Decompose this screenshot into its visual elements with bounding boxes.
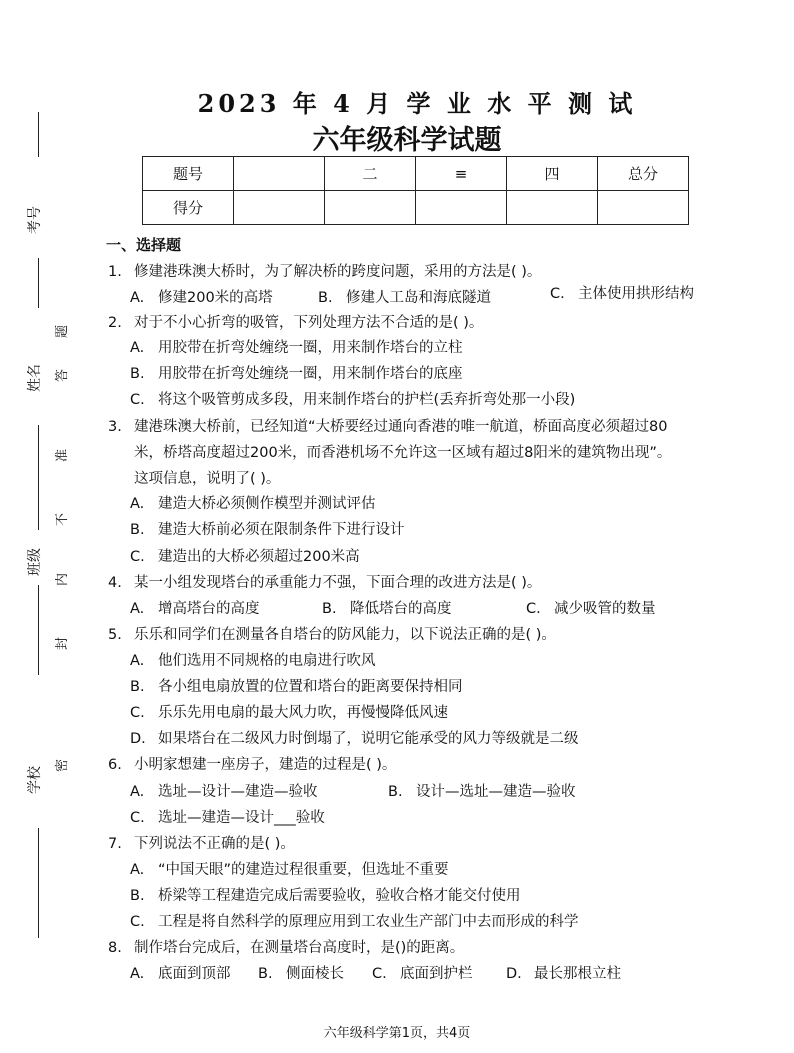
option	[322, 597, 452, 618]
option	[130, 701, 448, 722]
margin-label-name: 姓名	[27, 364, 43, 392]
option-label: D.	[130, 731, 146, 747]
option	[258, 962, 344, 983]
option-text: 主体使用拱形结构	[578, 286, 694, 302]
option-text: 设计—选址—建造—验收	[416, 784, 576, 800]
option	[388, 780, 576, 801]
option-label: B.	[130, 888, 145, 904]
option-label: B.	[130, 366, 145, 382]
question-stem: 小明家想建一座房子，建造的过程是( )。	[134, 757, 397, 773]
option-label: B.	[322, 601, 337, 617]
option-label: C.	[130, 705, 145, 721]
question-stem: 制作塔台完成后，在测量塔台高度时，是()的距离。	[134, 940, 465, 956]
question-stem: 建港珠澳大桥前，已经知道“大桥要经过通向香港的唯一航道，桥面高度必须超过80	[134, 419, 668, 435]
score-cell[interactable]	[507, 191, 598, 225]
question-3	[108, 415, 667, 436]
section-title: 一、选择题	[106, 236, 182, 254]
option-label: C.	[550, 286, 565, 302]
option-text: 建造大桥前必须在限制条件下进行设计	[158, 522, 405, 538]
option-text: 各小组电扇放置的位置和塔台的距离要保持相同	[158, 679, 463, 695]
option	[130, 884, 521, 905]
seal-char: 答	[55, 368, 71, 383]
question-number: 5.	[108, 627, 122, 643]
page-footer: 六年级科学第1页，共4页	[323, 1026, 471, 1041]
score-cell: 总分	[598, 157, 689, 191]
option-text: 乐乐先用电扇的最大风力吹，再慢慢降低风速	[158, 705, 448, 721]
question-number: 3.	[108, 419, 122, 435]
option-label: C.	[372, 966, 387, 982]
question-6	[108, 753, 396, 774]
exam-subtitle: 六年级科学试题	[312, 125, 502, 156]
option-text: 降低塔台的高度	[350, 601, 452, 617]
option	[130, 545, 360, 566]
option	[506, 962, 621, 983]
score-cell: 题号	[143, 157, 234, 191]
option	[130, 727, 579, 748]
seal-char: 密	[55, 758, 71, 773]
option-text: 底面到顶部	[158, 966, 231, 982]
seal-char: 题	[55, 324, 71, 339]
option	[130, 518, 405, 539]
option-text: 最长那根立柱	[534, 966, 621, 982]
option-label: B.	[130, 522, 145, 538]
option	[130, 962, 231, 983]
option-label: C.	[130, 549, 145, 565]
option-label: A.	[130, 340, 145, 356]
margin-label-exam-number: 考号	[27, 206, 43, 234]
question-stem: 某一小组发现塔台的承重能力不强，下面合理的改进方法是( )。	[134, 575, 542, 591]
score-cell: 得分	[143, 191, 234, 225]
option-text: 选址—建造—设计___验收	[158, 810, 325, 826]
option-text: 底面到护栏	[400, 966, 473, 982]
question-stem: 下列说法不正确的是( )。	[134, 836, 295, 852]
option-text: 选址—设计—建造—验收	[158, 784, 318, 800]
score-table-header-row	[143, 157, 689, 191]
option	[130, 910, 579, 931]
score-cell: 二	[325, 157, 416, 191]
question-number: 6.	[108, 757, 122, 773]
question-1	[108, 260, 541, 281]
question-7	[108, 832, 295, 853]
question-stem: 修建港珠澳大桥时，为了解决桥的跨度问题，采用的方法是( )。	[134, 264, 542, 280]
option-text: 如果塔台在二级风力时倒塌了，说明它能承受的风力等级就是二级	[158, 731, 579, 747]
question-8	[108, 936, 464, 957]
option	[130, 388, 575, 409]
score-cell[interactable]	[416, 191, 507, 225]
exam-title: 2023 年 4 月 学 业 水 平 测 试	[197, 89, 637, 118]
option-text: 修建200米的高塔	[158, 290, 273, 306]
option-label: B.	[388, 784, 403, 800]
question-stem-line: 米，桥塔高度超过200米，而香港机场不允许这一区域有超过8阳米的建筑物出现”。	[134, 445, 672, 461]
score-cell[interactable]	[325, 191, 416, 225]
option-label: C.	[130, 810, 145, 826]
option-label: A.	[130, 966, 145, 982]
question-stem-line: 这项信息，说明了( )。	[134, 471, 281, 487]
margin-label-class: 班级	[27, 548, 43, 576]
option	[130, 858, 449, 879]
binding-line-5	[38, 828, 39, 938]
option-label: A.	[130, 496, 145, 512]
option-label: A.	[130, 862, 145, 878]
seal-char: 内	[55, 572, 71, 587]
option-label: D.	[506, 966, 522, 982]
option-label: B.	[318, 290, 333, 306]
option-text: 修建人工岛和海底隧道	[346, 290, 491, 306]
option-text: 用胶带在折弯处缠绕一圈，用来制作塔台的底座	[158, 366, 463, 382]
option-label: B.	[130, 679, 145, 695]
question-number: 8.	[108, 940, 122, 956]
option	[130, 597, 260, 618]
option-label: B.	[258, 966, 273, 982]
question-stem: 乐乐和同学们在测量各自塔台的防风能力，以下说法正确的是( )。	[134, 627, 556, 643]
option-text: 侧面棱长	[286, 966, 344, 982]
score-table-score-row	[143, 191, 689, 225]
option-text: 建造大桥必须侧作模型并测试评估	[158, 496, 376, 512]
option-label: A.	[130, 601, 145, 617]
seal-char: 不	[55, 512, 71, 527]
option-text: “中国天眼”的建造过程很重要，但选址不重要	[158, 862, 449, 878]
option	[130, 336, 463, 357]
question-number: 4.	[108, 575, 122, 591]
binding-line-2	[38, 258, 39, 308]
option	[130, 806, 325, 827]
score-cell[interactable]	[234, 191, 325, 225]
question-stem: 对于不小心折弯的吸管，下列处理方法不合适的是( )。	[134, 315, 484, 331]
question-number: 2.	[108, 315, 122, 331]
option-label: A.	[130, 784, 145, 800]
question-number: 7.	[108, 836, 122, 852]
option-label: A.	[130, 290, 145, 306]
option-text: 将这个吸管剪成多段，用来制作塔台的护栏(丢弃折弯处那一小段)	[158, 392, 576, 408]
option	[550, 282, 694, 303]
option	[130, 780, 318, 801]
binding-line-4	[38, 585, 39, 675]
binding-line-3	[38, 425, 39, 530]
option	[318, 286, 491, 307]
option	[130, 492, 376, 513]
option	[130, 286, 273, 307]
option	[130, 362, 463, 383]
option-text: 工程是将自然科学的原理应用到工农业生产部门中去而形成的科学	[158, 914, 579, 930]
question-4	[108, 571, 541, 592]
seal-char: 封	[55, 636, 71, 651]
option	[372, 962, 473, 983]
option-text: 减少吸管的数量	[554, 601, 656, 617]
question-2	[108, 311, 483, 332]
score-cell: ≡	[416, 157, 507, 191]
seal-char: 准	[55, 448, 71, 463]
question-5	[108, 623, 556, 644]
option-text: 桥梁等工程建造完成后需要验收，验收合格才能交付使用	[158, 888, 521, 904]
option	[130, 675, 463, 696]
question-number: 1.	[108, 264, 122, 280]
score-cell	[234, 157, 325, 191]
margin-label-school: 学校	[27, 766, 43, 794]
score-cell[interactable]	[598, 191, 689, 225]
option-label: C.	[130, 392, 145, 408]
option-label: C.	[526, 601, 541, 617]
option-text: 建造出的大桥必须超过200米高	[158, 549, 360, 565]
option-text: 他们选用不同规格的电扇进行吹风	[158, 653, 376, 669]
score-table	[142, 156, 689, 225]
option	[130, 649, 376, 670]
score-cell: 四	[507, 157, 598, 191]
option-text: 用胶带在折弯处缠绕一圈，用来制作塔台的立柱	[158, 340, 463, 356]
option-label: A.	[130, 653, 145, 669]
option-label: C.	[130, 914, 145, 930]
option	[526, 597, 656, 618]
option-text: 增高塔台的高度	[158, 601, 260, 617]
